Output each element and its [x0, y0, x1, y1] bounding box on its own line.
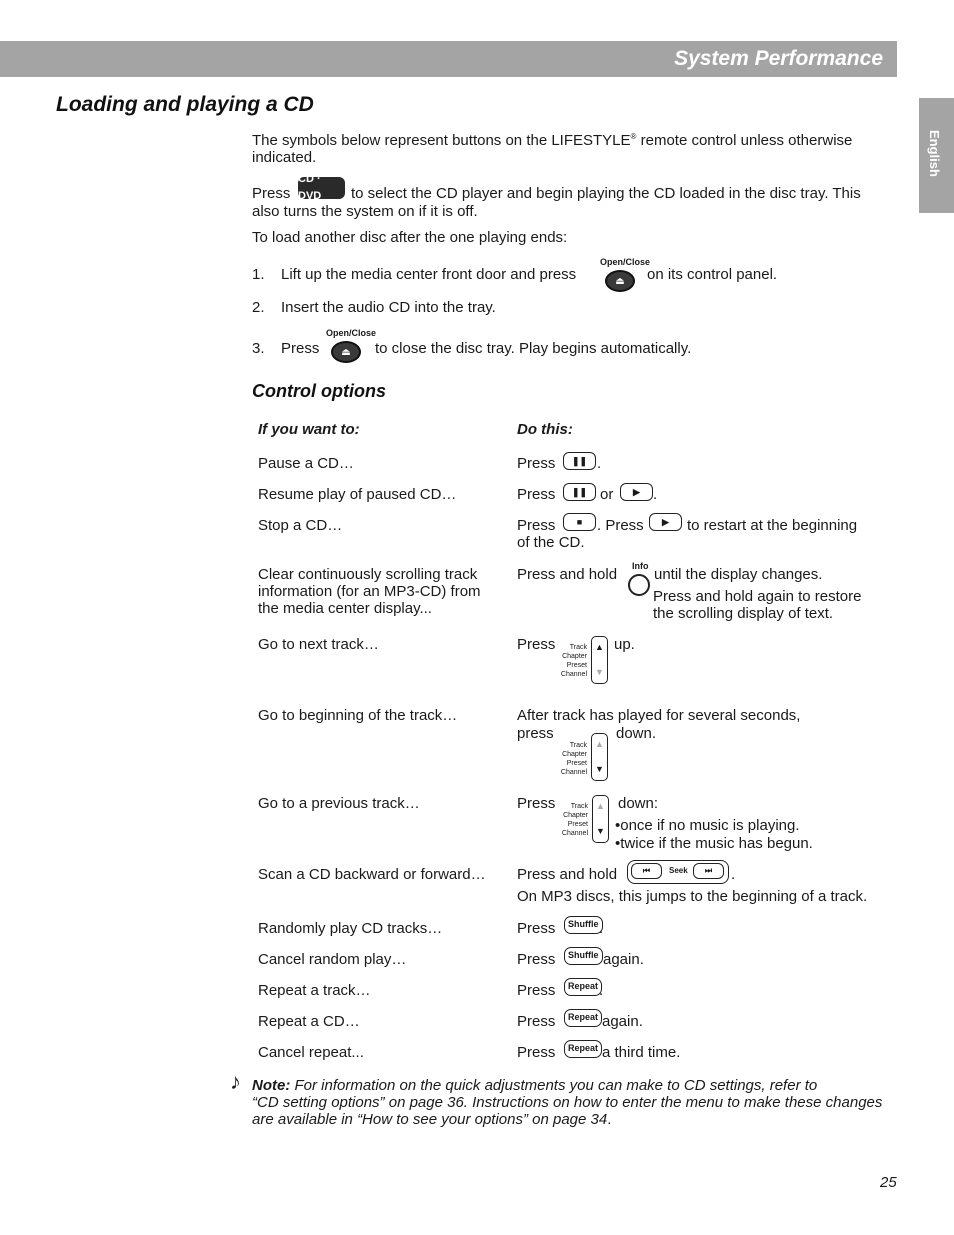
table-row-want: Go to a previous track…	[258, 795, 420, 812]
after-text: a third time.	[602, 1044, 681, 1061]
seek-label: Seek	[669, 866, 688, 875]
column-header-want: If you want to:	[258, 421, 360, 438]
page-number: 25	[880, 1174, 897, 1191]
step-text-after: to close the disc tray. Play begins automatically.	[375, 340, 692, 357]
play-icon: ▶	[620, 483, 653, 501]
press-label: Press	[252, 185, 291, 202]
eject-icon: ⏏	[605, 270, 635, 292]
intro-paragraph: The symbols below represent buttons on the LIFESTYLE® remote control unless otherwise indicated.	[252, 132, 853, 166]
pause-icon: ❚❚	[563, 483, 596, 501]
table-row-press: Press	[517, 1044, 556, 1061]
info-label: Info	[632, 561, 649, 571]
prev-after: down:	[618, 795, 659, 812]
pause-icon: ❚❚	[563, 452, 596, 470]
info-icon	[628, 574, 650, 596]
table-row-press: Press	[517, 486, 556, 503]
cd-dvd-button: CD · DVD	[298, 177, 345, 199]
or-text: or	[600, 486, 614, 503]
stop-end: to restart at the beginning	[687, 517, 858, 534]
begin-after: down.	[616, 725, 657, 742]
after-text: again.	[602, 1013, 643, 1030]
table-row-want: Repeat a CD…	[258, 1013, 360, 1030]
repeat-button-icon: Repeat	[564, 1040, 602, 1058]
play-icon: ▶	[649, 513, 682, 531]
period: .	[599, 982, 604, 999]
step-number: 3.	[252, 340, 265, 357]
press-cd-text-2: also turns the system on if it is off.	[252, 203, 478, 220]
table-row-want: information (for an MP3-CD) from	[258, 583, 481, 600]
music-note-icon: ♪	[230, 1069, 241, 1094]
header-title: System Performance	[674, 47, 883, 70]
header-bar	[0, 41, 897, 77]
note-block: Note: For information on the quick adjustments you can make to CD settings, refer to “CD setting options” on page 36. Instructions on how to enter the menu to make these changes are available in “How to see your options” on page 34.	[252, 1077, 883, 1128]
clear-text-1: until the display changes.	[654, 566, 823, 583]
seek-button-group	[627, 860, 729, 884]
table-row-want: Randomly play CD tracks…	[258, 920, 443, 937]
track-chapter-labels: Track Chapter Preset Channel	[561, 803, 588, 837]
table-row-want: Stop a CD…	[258, 517, 343, 534]
open-close-label: Open/Close	[326, 328, 377, 338]
step-text-after: on its control panel.	[647, 266, 778, 283]
eject-icon: ⏏	[331, 341, 361, 363]
table-row-want: Pause a CD…	[258, 455, 354, 472]
table-row-want: Scan a CD backward or forward…	[258, 866, 486, 883]
stop-end-2: of the CD.	[517, 534, 585, 551]
repeat-button-icon: Repeat	[564, 1009, 602, 1027]
table-row-want: Go to next track…	[258, 636, 379, 653]
track-rocker-icon: ▲ ▼	[592, 795, 609, 843]
section-title: Loading and playing a CD	[56, 93, 314, 116]
table-row-press: press	[517, 725, 554, 742]
side-tab-english	[919, 98, 954, 213]
begin-text: After track has played for several seconds,	[517, 707, 801, 724]
table-row-press: Press	[517, 517, 556, 534]
table-row-press: Press	[517, 982, 556, 999]
table-row-press: Press	[517, 920, 556, 937]
clear-text-2: Press and hold again to restore	[653, 588, 862, 605]
after-text: again.	[603, 951, 644, 968]
scan-note: On MP3 discs, this jumps to the beginning of a track.	[517, 888, 868, 905]
press-cd-text: to select the CD player and begin playing the CD loaded in the disc tray. This	[351, 185, 861, 202]
table-row-press: Press and hold	[517, 566, 618, 583]
table-row-press: Press and hold	[517, 866, 618, 883]
repeat-button-icon: Repeat	[564, 978, 602, 996]
load-intro: To load another disc after the one playing ends:	[252, 229, 568, 246]
step-number: 2.	[252, 299, 265, 316]
step-text: Press	[281, 340, 320, 357]
shuffle-button-icon: Shuffle	[564, 947, 603, 965]
table-row-want: Repeat a track…	[258, 982, 371, 999]
period: .	[731, 866, 736, 883]
table-row-press: Press	[517, 455, 556, 472]
track-chapter-labels: Track Chapter Preset Channel	[560, 742, 587, 776]
table-row-press: Press	[517, 951, 556, 968]
shuffle-button-icon: Shuffle	[564, 916, 603, 934]
track-rocker-icon: ▲ ▼	[591, 733, 608, 781]
prev-bullet-2: •twice if the music has begun.	[615, 835, 813, 852]
table-row-want: Resume play of paused CD…	[258, 486, 457, 503]
table-row-want: Cancel repeat...	[258, 1044, 364, 1061]
stop-mid: . Press	[597, 517, 644, 534]
step-number: 1.	[252, 266, 265, 283]
stop-icon: ■	[563, 513, 596, 531]
table-row-press: Press	[517, 795, 556, 812]
note-label: Note:	[252, 1077, 291, 1094]
step-text: Insert the audio CD into the tray.	[281, 299, 496, 316]
period: .	[597, 455, 602, 472]
step-text: Lift up the media center front door and press	[281, 266, 577, 283]
next-after: up.	[614, 636, 635, 653]
prev-bullet-1: •once if no music is playing.	[615, 817, 800, 834]
table-row-want: Go to beginning of the track…	[258, 707, 458, 724]
side-tab-label: English	[927, 130, 942, 177]
track-rocker-icon: ▲ ▼	[591, 636, 608, 684]
clear-text-3: the scrolling display of text.	[653, 605, 834, 622]
table-row-press: Press	[517, 636, 556, 653]
skip-back-icon: ⏮	[631, 863, 662, 879]
table-row-want: Clear continuously scrolling track	[258, 566, 478, 583]
table-row-want: the media center display...	[258, 600, 432, 617]
table-row-want: Cancel random play…	[258, 951, 407, 968]
open-close-label: Open/Close	[600, 257, 651, 267]
table-row-press: Press	[517, 1013, 556, 1030]
subsection-title: Control options	[252, 381, 386, 401]
track-chapter-labels: Track Chapter Preset Channel	[560, 644, 587, 678]
period: .	[653, 486, 658, 503]
skip-forward-icon: ⏭	[693, 863, 724, 879]
period: .	[599, 920, 604, 937]
column-header-do: Do this:	[517, 421, 573, 438]
